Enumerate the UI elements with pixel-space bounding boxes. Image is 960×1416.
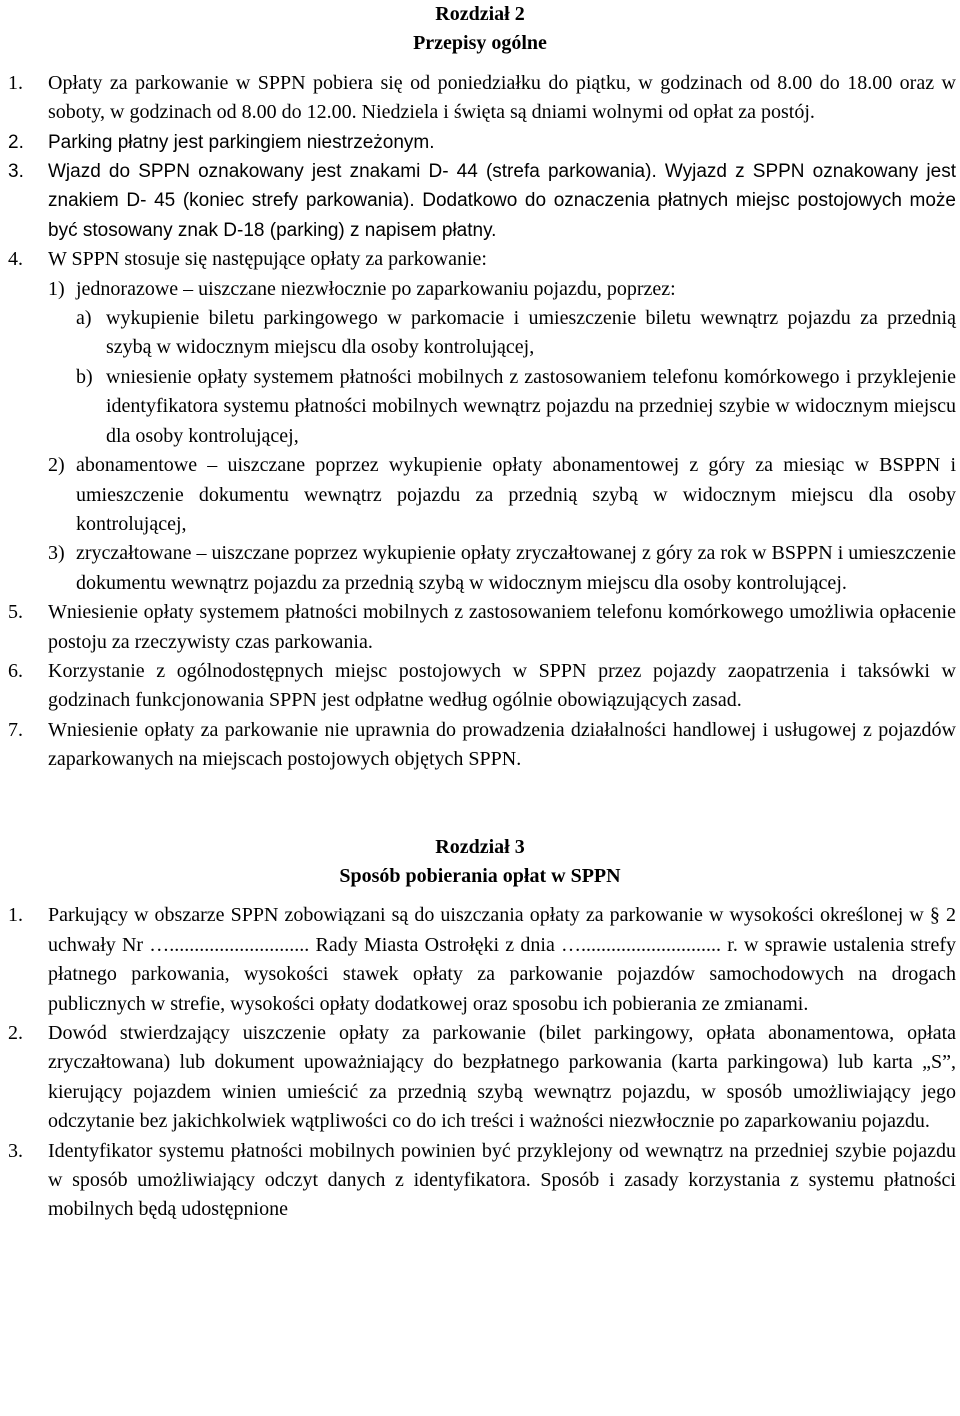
list-item [0, 901, 960, 1019]
letter-item-marker: a) [76, 307, 92, 330]
item-text: Wniesienie opłaty za parkowanie nie uprawnia do prowadzenia działalności handlowej i usługowej z pojazdów zaparkowanych na miejscach postojowych objętych SPPN. [48, 718, 956, 771]
sub-item-number: 2) [48, 454, 65, 477]
sub-item-number: 1) [48, 277, 65, 300]
item-number: 2. [8, 1022, 23, 1044]
item-number: 4. [8, 248, 23, 271]
item-text: Identyfikator systemu płatności mobilnych powinien być przyklejony od wewnątrz na przedniej szybie pojazdu w sposób umożliwiający odczyt danych z identyfikatora. Sposób i zasady korzystania z systemu płatności mobilnych będą udostępnione [48, 1139, 956, 1221]
chapter-2-title: Rozdział 2 [435, 3, 525, 25]
list-item [0, 716, 960, 775]
list-item [0, 157, 960, 245]
item-number: 2. [8, 131, 24, 153]
list-item [0, 128, 960, 157]
sub-item-text: zryczałtowane – uiszczane poprzez wykupienie opłaty zryczałtowanej z góry za rok w BSPPN i umieszczenie dokumentu wewnątrz pojazdu za przednią szybą w widocznym miejscu dla osoby kontrolującej. [76, 542, 956, 594]
item-number: 1. [8, 71, 23, 94]
letter-item-marker: b) [76, 365, 93, 388]
list-item [0, 245, 960, 598]
item-text: Wniesienie opłaty systemem płatności mobilnych z zastosowaniem telefonu komórkowego umożliwia opłacenie postoju za rzeczywisty czas parkowania. [48, 601, 956, 653]
letter-item-text: wykupienie biletu parkingowego w parkomacie i umieszczenie biletu wewnątrz pojazdu za przednią szybą w widocznym miejscu dla osoby kontrolującej, [106, 307, 956, 359]
item-number: 1. [8, 904, 23, 927]
item-text: W SPPN stosuje się następujące opłaty za parkowanie: [48, 248, 487, 271]
letter-item-text: wniesienie opłaty systemem płatności mobilnych z zastosowaniem telefonu komórkowego i przyklejenie identyfikatora systemu płatności mobilnych wewnątrz pojazdu na przedniej szybie w widocznym miejscu dla osoby kontrolującej, [106, 365, 956, 447]
chapter-2-list [0, 69, 960, 775]
chapter-3-heading [0, 833, 960, 892]
item-text: Parking płatny jest parkingiem niestrzeżonym. [48, 131, 435, 153]
list-item [0, 1137, 960, 1225]
chapter-2-heading [0, 0, 960, 59]
letter-item [48, 363, 956, 451]
sub-item [48, 451, 956, 539]
list-item [0, 69, 960, 128]
chapter-3-subtitle: Sposób pobierania opłat w SPPN [339, 864, 621, 887]
list-item [0, 657, 960, 716]
item-text: Wjazd do SPPN oznakowany jest znakami D- 44 (strefa parkowania). Wyjazd z SPPN oznakowany jest znakiem D- 45 (koniec strefy parkowania). Dodatkowo do oznaczenia płatnych miejsc postojowych może być stosowany znak D-18 (parking) z napisem płatny. [48, 161, 956, 241]
chapter-3-list [0, 901, 960, 1224]
sub-item-text: abonamentowe – uiszczane poprzez wykupienie opłaty abonamentowej z góry za miesiąc w BSPPN i umieszczenie dokumentu wewnątrz pojazdu za przednią szybą w widocznym miejscu dla osoby kontrolującej, [76, 454, 956, 535]
item-number: 5. [8, 601, 23, 624]
letter-item [48, 304, 956, 363]
item-number: 3. [8, 1139, 23, 1162]
item-text: Parkujący w obszarze SPPN zobowiązani są do uiszczania opłaty za parkowanie w wysokości określonej w § 2 uchwały Nr …............................ Rady Miasta Ostrołęki z dnia …............................ r. w sprawie ustalenia strefy płatnego parkowania, wysokości stawek opłaty za parkowanie pojazdów samochodowych na drogach publicznych w strefie, wysokości opłaty dodatkowej oraz sposobu ich pobierania ze zmianami. [48, 904, 956, 1015]
sub-item-text: jednorazowe – uiszczane niezwłocznie po zaparkowaniu pojazdu, poprzez: [76, 277, 676, 300]
item-number: 3. [8, 161, 24, 183]
item-number: 6. [8, 659, 23, 682]
chapter-3-title: Rozdział 3 [435, 835, 525, 858]
item-number: 7. [8, 718, 23, 741]
sub-item [48, 539, 956, 598]
chapter-2-subtitle: Przepisy ogólne [413, 32, 547, 55]
list-item [0, 598, 960, 657]
sub-item [48, 275, 956, 304]
item-text: Opłaty za parkowanie w SPPN pobiera się od poniedziałku do piątku, w godzinach od 8.00 do 18.00 oraz w soboty, w godzinach od 8.00 do 12.00. Niedziela i święta są dniami wolnymi od opłat za postój. [48, 71, 956, 124]
list-item [0, 1019, 960, 1137]
item-text: Korzystanie z ogólnodostępnych miejsc postojowych w SPPN przez pojazdy zaopatrzenia i taksówki w godzinach funkcjonowania SPPN jest odpłatne według ogólnie obowiązujących zasad. [48, 659, 956, 712]
item-text: Dowód stwierdzający uiszczenie opłaty za parkowanie (bilet parkingowy, opłata abonamentowa, opłata zryczałtowana) lub dokument upoważniający do bezpłatnego parkowania (karta parkingowa) lub karta „S”, kierujący pojazdem winien umieścić za przednią szybą wewnątrz pojazdu, w sposób umożliwiający jego odczytanie bez jakichkolwiek wątpliwości co do ich treści i ważności niezwłocznie po zaparkowaniu pojazdu. [48, 1022, 956, 1133]
sub-item-number: 3) [48, 542, 65, 565]
